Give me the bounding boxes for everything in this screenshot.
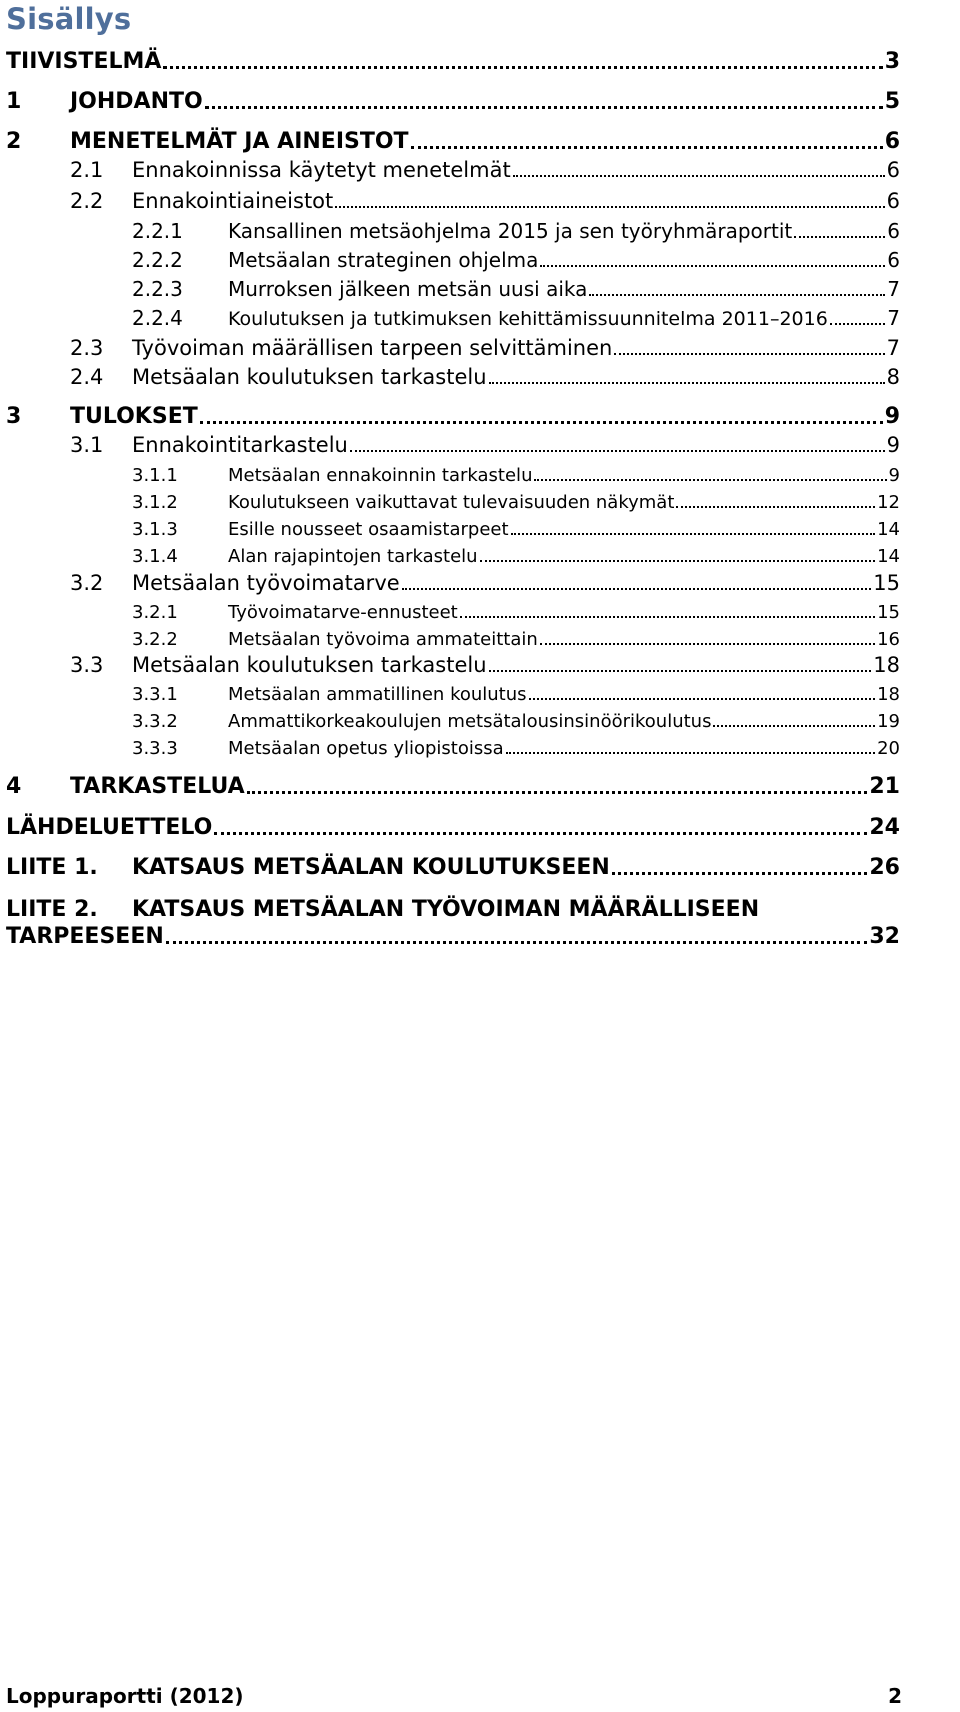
toc-entry-number: 2: [6, 129, 22, 154]
dot-leader: [350, 449, 885, 452]
dot-leader: [830, 322, 885, 325]
toc-entry-page: 9: [888, 465, 900, 486]
dot-leader: [411, 145, 883, 149]
toc-entry-label: Alan rajapintojen tarkastelu: [228, 546, 478, 567]
dot-leader: [163, 65, 882, 69]
toc-entry[interactable]: [0, 357, 900, 393]
toc-entry-page: 7: [887, 277, 900, 301]
toc-entry-page: 6: [887, 219, 900, 243]
dot-leader: [205, 105, 883, 109]
toc-entry-page: 5: [884, 89, 900, 114]
dot-leader: [513, 174, 885, 177]
dot-leader: [612, 871, 868, 875]
toc-entry-number: 3.3.3: [132, 738, 178, 759]
toc-entry-number: 3.3.1: [132, 684, 178, 705]
page-title: Sisällys: [6, 2, 132, 36]
toc-entry-label: KATSAUS METSÄALAN TYÖVOIMAN MÄÄRÄLLISEEN: [132, 897, 760, 922]
footer-report-title: Loppuraportti (2012): [6, 1684, 244, 1708]
toc-entry-label: TIIVISTELMÄ: [6, 49, 162, 74]
toc-entry-number: 1: [6, 89, 22, 114]
toc-entry-label: Metsäalan opetus yliopistoissa: [228, 738, 504, 759]
toc-entry-label: Ammattikorkeakoulujen metsätalousinsinöörikoulutus: [228, 711, 712, 732]
dot-leader: [506, 751, 875, 754]
toc-entry-label: Työvoiman määrällisen tarpeen selvittäminen: [132, 336, 613, 360]
toc-entry-label: Ennakoinnissa käytetyt menetelmät: [132, 158, 511, 182]
toc-entry-page: 15: [877, 602, 900, 623]
toc-entry-label: LÄHDELUETTELO: [6, 815, 213, 840]
toc-entry-page: 18: [877, 684, 900, 705]
dot-leader: [614, 352, 884, 355]
toc-entry-label: Metsäalan työvoima ammateittain: [228, 629, 538, 650]
toc-entry-page: 7: [886, 336, 900, 360]
toc-entry-number: 4: [6, 774, 22, 799]
toc-entry-label: Metsäalan työvoimatarve: [132, 571, 400, 595]
toc-entry-page: 7: [887, 306, 900, 330]
dot-leader: [489, 381, 885, 384]
toc-entry-page: 6: [884, 129, 900, 154]
toc-entry[interactable]: [0, 82, 900, 118]
dot-leader: [794, 235, 885, 238]
toc-entry-number: 3.1.3: [132, 519, 178, 540]
toc-entry-number: 3.1.2: [132, 492, 178, 513]
toc-entry-label: Esille nousseet osaamistarpeet: [228, 519, 509, 540]
toc-entry-number: 2.2.2: [132, 248, 183, 272]
toc-entry-number: 3.1: [70, 433, 104, 457]
toc-entry[interactable]: [0, 808, 900, 844]
toc-entry-label: KATSAUS METSÄALAN KOULUTUKSEEN: [132, 855, 610, 880]
toc-entry-label-continued: TARPEESEEN: [6, 924, 164, 949]
toc-entry-label: Murroksen jälkeen metsän uusi aika: [228, 277, 588, 301]
dot-leader: [589, 293, 885, 296]
toc-entry-label: Työvoimatarve-ennusteet: [228, 602, 458, 623]
toc-entry-page: 9: [886, 433, 900, 457]
toc-entry-number: 3.2.1: [132, 602, 178, 623]
toc-entry-number: 3.1.1: [132, 465, 178, 486]
toc-entry-liite-2-continuation[interactable]: [0, 917, 900, 953]
toc-entry-number: 2.2.4: [132, 306, 183, 330]
toc-entry-number: 2.2: [70, 189, 104, 213]
toc-entry-page: 6: [886, 189, 900, 213]
toc-entry-number: 3: [6, 404, 22, 429]
toc-entry-label: Metsäalan koulutuksen tarkastelu: [132, 653, 487, 677]
toc-entry[interactable]: [0, 848, 900, 884]
toc-entry-page: 32: [869, 924, 900, 949]
toc-entry-number: LIITE 1.: [6, 855, 98, 880]
toc-entry-page: 6: [887, 248, 900, 272]
dot-leader: [489, 669, 872, 672]
toc-entry-page: 9: [884, 404, 900, 429]
dot-leader: [480, 559, 876, 562]
toc-entry[interactable]: [0, 42, 900, 78]
toc-entry-label: Metsäalan strateginen ohjelma: [228, 248, 539, 272]
toc-entry[interactable]: [0, 767, 900, 803]
toc-entry-label: Metsäalan ennakoinnin tarkastelu: [228, 465, 533, 486]
toc-entry-label: Metsäalan ammatillinen koulutus: [228, 684, 527, 705]
toc-entry-number: 3.3: [70, 653, 104, 677]
footer-page-number: 2: [888, 1684, 902, 1708]
toc-entry-number: 3.3.2: [132, 711, 178, 732]
dot-leader: [335, 205, 884, 208]
toc-entry[interactable]: [0, 727, 900, 763]
toc-entry-number: LIITE 2.: [6, 897, 98, 922]
toc-entry-page: 24: [869, 815, 900, 840]
dot-leader: [247, 790, 868, 794]
toc-entry-page: 14: [877, 519, 900, 540]
toc-entry-number: 2.1: [70, 158, 104, 182]
toc-entry-page: 21: [869, 774, 900, 799]
toc-entry-label: Ennakointitarkastelu: [132, 433, 348, 457]
toc-entry-page: 12: [877, 492, 900, 513]
toc-entry-label: Metsäalan koulutuksen tarkastelu: [132, 365, 487, 389]
toc-entry-number: 3.1.4: [132, 546, 178, 567]
dot-leader: [540, 264, 885, 267]
toc-entry-label: TARKASTELUA: [70, 774, 245, 799]
dot-leader: [200, 420, 883, 424]
toc-entry-number: 2.4: [70, 365, 104, 389]
toc-entry-page: 6: [886, 158, 900, 182]
toc-entry-page: 26: [869, 855, 900, 880]
dot-leader: [214, 831, 867, 835]
toc-entry-page: 18: [873, 653, 900, 677]
dot-leader: [402, 587, 872, 590]
toc-entry-number: 3.2.2: [132, 629, 178, 650]
toc-entry-label: JOHDANTO: [70, 89, 203, 114]
toc-entry-page: 20: [877, 738, 900, 759]
toc-entry-page: 3: [884, 49, 900, 74]
toc-entry-page: 8: [886, 365, 900, 389]
toc-entry-page: 19: [877, 711, 900, 732]
toc-entry-page: 15: [873, 571, 900, 595]
toc-entry-page: 16: [877, 629, 900, 650]
toc-entry-label: TULOKSET: [70, 404, 198, 429]
toc-entry-label: Koulutuksen ja tutkimuksen kehittämissuunnitelma 2011–2016: [228, 308, 828, 330]
toc-entry-number: 3.2: [70, 571, 104, 595]
dot-leader: [166, 940, 868, 944]
toc-entry-label: Koulutukseen vaikuttavat tulevaisuuden näkymät: [228, 492, 675, 513]
toc-entry-number: 2.2.3: [132, 277, 183, 301]
toc-entry-page: 14: [877, 546, 900, 567]
toc-entry-label: MENETELMÄT JA AINEISTOT: [70, 129, 409, 154]
toc-entry-label: Kansallinen metsäohjelma 2015 ja sen työryhmäraportit: [228, 219, 793, 243]
toc-entry-number: 2.2.1: [132, 219, 183, 243]
toc-entry-label: Ennakointiaineistot: [132, 189, 334, 213]
toc-entry-number: 2.3: [70, 336, 104, 360]
